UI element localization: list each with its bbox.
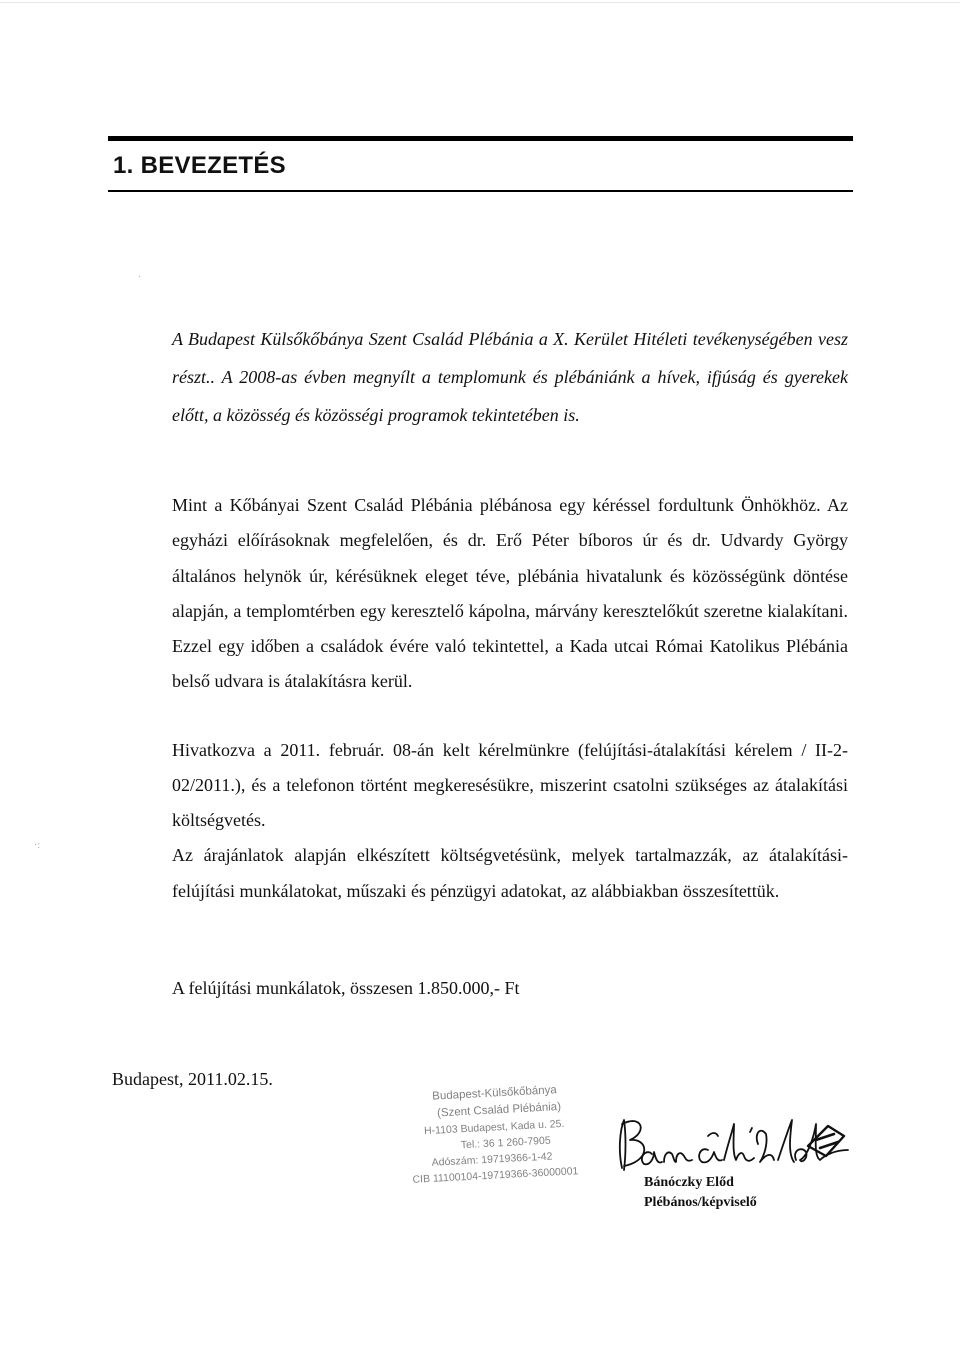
signer-title: Plébános/képviselő (644, 1195, 757, 1210)
intro-paragraph: A Budapest Külsőkőbánya Szent Család Plébánia a X. Kerület Hitéleti tevékenységében vesz részt.. A 2008-as évben megnyílt a templomunk és plébániánk a hívek, ifjúság és gyerekek előtt, a közösség és közösségi programok tekintetében is. (172, 329, 848, 425)
stamp-line: H-1103 Budapest, Kada u. 25. (423, 1117, 565, 1138)
top-border-line (0, 2, 960, 3)
stamp-line: Adószám: 19719366-1-42 (431, 1150, 553, 1169)
signer-name: Bánóczky Előd (644, 1175, 734, 1190)
handwritten-signature (612, 1110, 852, 1176)
signer-block (644, 1173, 757, 1213)
parish-stamp (388, 1081, 623, 1195)
heading-top-rule (108, 136, 853, 141)
stamp-line: (Szent Család Plébánia) (436, 1100, 562, 1120)
scan-speck: ·: (34, 840, 41, 851)
heading-bottom-rule (108, 190, 853, 192)
stamp-line: CIB 11100104-19719366-36000001 (412, 1165, 579, 1186)
stamp-line: Tel.: 36 1 260-7905 (460, 1134, 551, 1152)
request-paragraph: Mint a Kőbányai Szent Család Plébánia plébánosa egy kéréssel fordultunk Önhökhöz. Az egyházi előírásoknak megfelelően, és dr. Erő Péter bíboros úr és dr. Udvardy György általános helynök úr, kérésüknek eleget téve, plébánia hivatalunk és közösségünk döntése alapján, a templomtérben egy keresztelő kápolna, márvány keresztelőkút szeretne kialakítani. Ezzel egy időben a családok évére való tekintettel, a Kada utcai Római Katolikus Plébánia belső udvara is átalakításra kerül. (172, 495, 848, 692)
place-date: Budapest, 2011.02.15. (112, 1069, 273, 1089)
budget-paragraph: Az árajánlatok alapján elkészített költségvetésünk, melyek tartalmazzák, az átalakítási-felújítási munkálatokat, műszaki és pénzügyi adatokat, az alábbiakban összesítettük. (172, 845, 848, 901)
stamp-line: Budapest-Külsőkőbánya (431, 1084, 558, 1103)
scan-speck: · (138, 272, 142, 283)
total-cost-line: A felújítási munkálatok, összesen 1.850.000,- Ft (172, 978, 520, 998)
reference-paragraph: Hivatkozva a 2011. február. 08-án kelt kérelmünkre (felújítási-átalakítási kérelem / II-2-02/2011.), és a telefonon történt megkeresésükre, miszerint csatolni szükséges az átalakítási költségvetés. (172, 740, 848, 830)
section-heading: 1. BEVEZETÉS (113, 152, 286, 179)
